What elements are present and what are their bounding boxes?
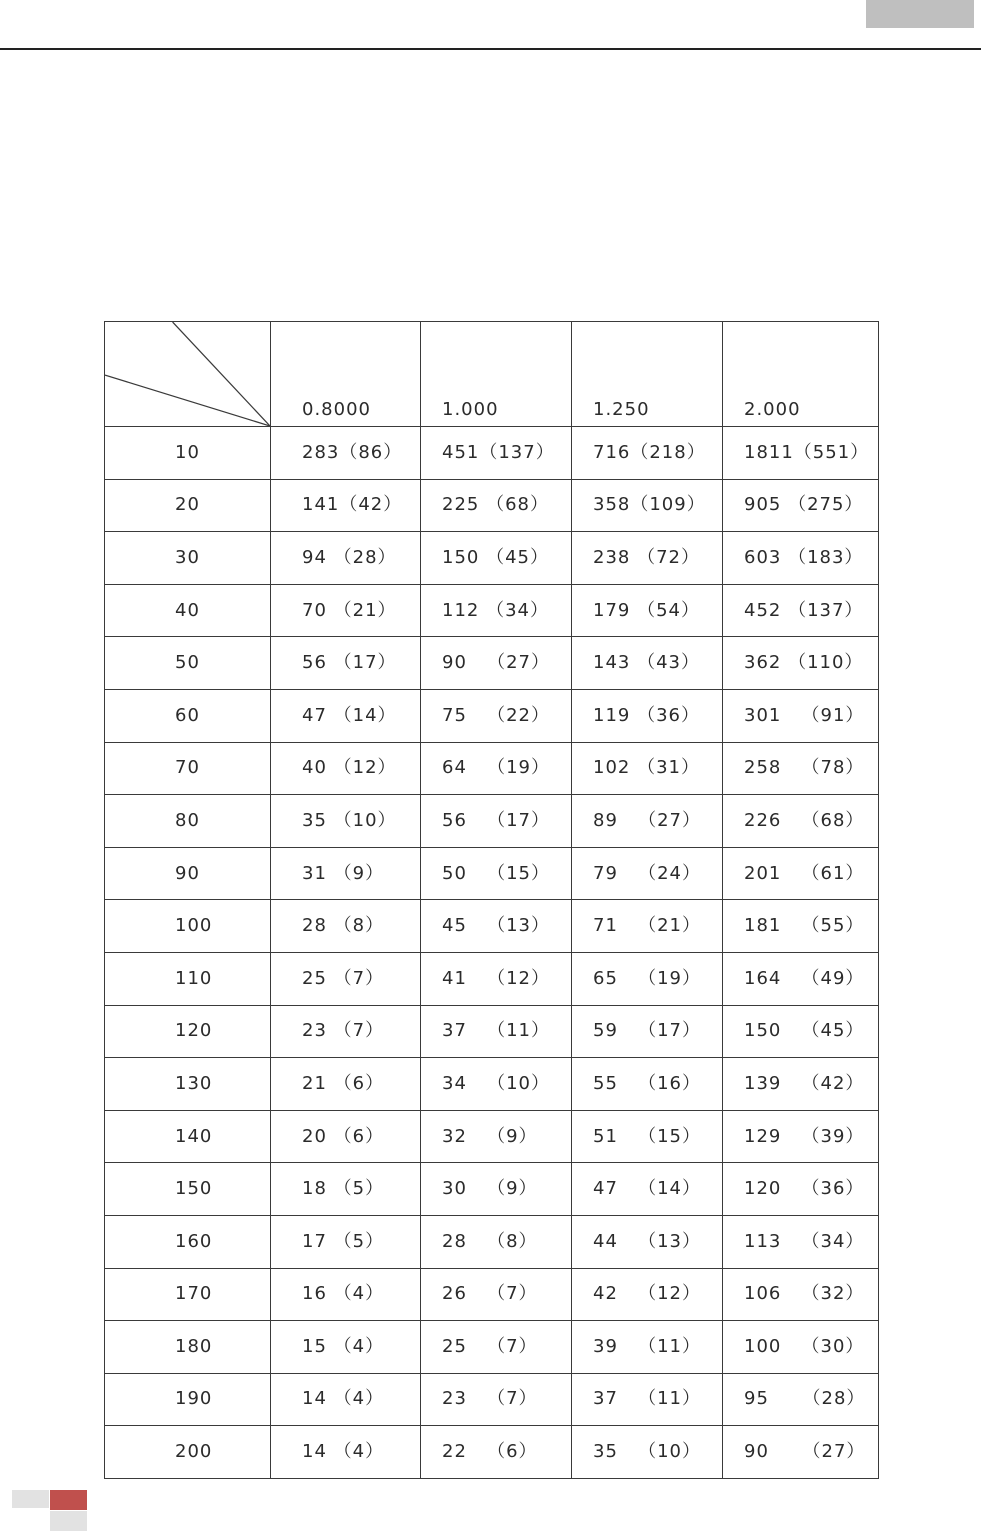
table-cell: 37 （11） xyxy=(421,1005,572,1058)
table-cell: 56 （17） xyxy=(271,637,421,690)
table-cell: 201 （61） xyxy=(723,847,879,900)
table-cell: 22 （6） xyxy=(421,1426,572,1479)
table-cell: 120 （36） xyxy=(723,1163,879,1216)
table-cell: 283（86） xyxy=(271,427,421,480)
table-cell: 16 （4） xyxy=(271,1268,421,1321)
table-cell: 358（109） xyxy=(572,479,723,532)
table-cell: 47 （14） xyxy=(572,1163,723,1216)
table-cell: 89 （27） xyxy=(572,795,723,848)
table-row xyxy=(105,1163,879,1216)
row-label: 110 xyxy=(105,952,271,1005)
row-label: 50 xyxy=(105,637,271,690)
table-row xyxy=(105,900,879,953)
table-cell: 15 （4） xyxy=(271,1321,421,1374)
table-cell: 14 （4） xyxy=(271,1373,421,1426)
table-row xyxy=(105,479,879,532)
data-table xyxy=(104,321,879,1479)
table-cell: 39 （11） xyxy=(572,1321,723,1374)
table-cell: 30 （9） xyxy=(421,1163,572,1216)
table-cell: 28 （8） xyxy=(271,900,421,953)
table-cell: 225 （68） xyxy=(421,479,572,532)
table-cell: 258 （78） xyxy=(723,742,879,795)
row-label: 10 xyxy=(105,427,271,480)
table-cell: 21 （6） xyxy=(271,1058,421,1111)
table-cell: 25 （7） xyxy=(421,1321,572,1374)
table-cell: 51 （15） xyxy=(572,1110,723,1163)
table-cell: 100 （30） xyxy=(723,1321,879,1374)
table-row xyxy=(105,637,879,690)
table-row xyxy=(105,689,879,742)
table-row xyxy=(105,1321,879,1374)
table-cell: 238 （72） xyxy=(572,532,723,585)
row-label: 80 xyxy=(105,795,271,848)
table-cell: 56 （17） xyxy=(421,795,572,848)
table-cell: 59 （17） xyxy=(572,1005,723,1058)
table-cell: 71 （21） xyxy=(572,900,723,953)
table-cell: 452 （137） xyxy=(723,584,879,637)
table-cell: 301 （91） xyxy=(723,689,879,742)
table-cell: 35 （10） xyxy=(572,1426,723,1479)
diagonal-header-cell xyxy=(105,322,271,427)
table-row xyxy=(105,1005,879,1058)
table-cell: 28 （8） xyxy=(421,1215,572,1268)
table-cell: 129 （39） xyxy=(723,1110,879,1163)
table-cell: 75 （22） xyxy=(421,689,572,742)
table-cell: 31 （9） xyxy=(271,847,421,900)
table-row xyxy=(105,1110,879,1163)
footer-block-light xyxy=(12,1490,49,1508)
table-cell: 143 （43） xyxy=(572,637,723,690)
row-label: 70 xyxy=(105,742,271,795)
row-label: 40 xyxy=(105,584,271,637)
column-header: 1.000 xyxy=(421,322,572,427)
table-cell: 42 （12） xyxy=(572,1268,723,1321)
table-cell: 451（137） xyxy=(421,427,572,480)
table-cell: 64 （19） xyxy=(421,742,572,795)
table-cell: 41 （12） xyxy=(421,952,572,1005)
table-cell: 26 （7） xyxy=(421,1268,572,1321)
table-row xyxy=(105,1058,879,1111)
header-rule xyxy=(0,48,981,50)
column-header: 2.000 xyxy=(723,322,879,427)
table-row xyxy=(105,1215,879,1268)
table-cell: 17 （5） xyxy=(271,1215,421,1268)
row-label: 190 xyxy=(105,1373,271,1426)
row-label: 30 xyxy=(105,532,271,585)
table-row xyxy=(105,952,879,1005)
table-cell: 119 （36） xyxy=(572,689,723,742)
table-row xyxy=(105,1268,879,1321)
table-cell: 95 （28） xyxy=(723,1373,879,1426)
row-label: 100 xyxy=(105,900,271,953)
table-row xyxy=(105,847,879,900)
row-label: 130 xyxy=(105,1058,271,1111)
table-cell: 32 （9） xyxy=(421,1110,572,1163)
footer-block-accent xyxy=(50,1490,87,1510)
row-label: 140 xyxy=(105,1110,271,1163)
table-cell: 106 （32） xyxy=(723,1268,879,1321)
row-label: 90 xyxy=(105,847,271,900)
row-label: 120 xyxy=(105,1005,271,1058)
table-cell: 90 （27） xyxy=(421,637,572,690)
table-cell: 35 （10） xyxy=(271,795,421,848)
row-label: 160 xyxy=(105,1215,271,1268)
row-label: 60 xyxy=(105,689,271,742)
table-cell: 14 （4） xyxy=(271,1426,421,1479)
table-body xyxy=(105,322,879,1479)
table-cell: 181 （55） xyxy=(723,900,879,953)
table-cell: 23 （7） xyxy=(421,1373,572,1426)
column-header: 1.250 xyxy=(572,322,723,427)
table-cell: 34 （10） xyxy=(421,1058,572,1111)
table-cell: 23 （7） xyxy=(271,1005,421,1058)
table-cell: 112 （34） xyxy=(421,584,572,637)
table-row xyxy=(105,427,879,480)
table-cell: 65 （19） xyxy=(572,952,723,1005)
table-cell: 905 （275） xyxy=(723,479,879,532)
table-cell: 139 （42） xyxy=(723,1058,879,1111)
row-label: 170 xyxy=(105,1268,271,1321)
header-tab xyxy=(866,0,974,28)
table-cell: 79 （24） xyxy=(572,847,723,900)
table-cell: 25 （7） xyxy=(271,952,421,1005)
table-cell: 55 （16） xyxy=(572,1058,723,1111)
table-cell: 94 （28） xyxy=(271,532,421,585)
table-row xyxy=(105,532,879,585)
column-header: 0.8000 xyxy=(271,322,421,427)
table-row xyxy=(105,795,879,848)
table-cell: 37 （11） xyxy=(572,1373,723,1426)
table-cell: 70 （21） xyxy=(271,584,421,637)
footer-block-light xyxy=(50,1511,87,1531)
diagonal-lines xyxy=(105,322,270,426)
table-cell: 150 （45） xyxy=(421,532,572,585)
table-cell: 164 （49） xyxy=(723,952,879,1005)
table-cell: 50 （15） xyxy=(421,847,572,900)
table-cell: 362 （110） xyxy=(723,637,879,690)
table-row xyxy=(105,584,879,637)
table-cell: 716（218） xyxy=(572,427,723,480)
table-cell: 113 （34） xyxy=(723,1215,879,1268)
table-cell: 141（42） xyxy=(271,479,421,532)
table-cell: 102 （31） xyxy=(572,742,723,795)
table-cell: 40 （12） xyxy=(271,742,421,795)
table-cell: 603 （183） xyxy=(723,532,879,585)
table-row xyxy=(105,1373,879,1426)
table-cell: 45 （13） xyxy=(421,900,572,953)
table-cell: 44 （13） xyxy=(572,1215,723,1268)
row-label: 20 xyxy=(105,479,271,532)
row-label: 150 xyxy=(105,1163,271,1216)
table-row xyxy=(105,742,879,795)
table-cell: 226 （68） xyxy=(723,795,879,848)
table-cell: 1811（551） xyxy=(723,427,879,480)
table-row xyxy=(105,1426,879,1479)
table-header-row xyxy=(105,322,879,427)
table-cell: 90 （27） xyxy=(723,1426,879,1479)
table-cell: 18 （5） xyxy=(271,1163,421,1216)
table-cell: 179 （54） xyxy=(572,584,723,637)
row-label: 180 xyxy=(105,1321,271,1374)
table-cell: 150 （45） xyxy=(723,1005,879,1058)
row-label: 200 xyxy=(105,1426,271,1479)
table-cell: 20 （6） xyxy=(271,1110,421,1163)
table-cell: 47 （14） xyxy=(271,689,421,742)
